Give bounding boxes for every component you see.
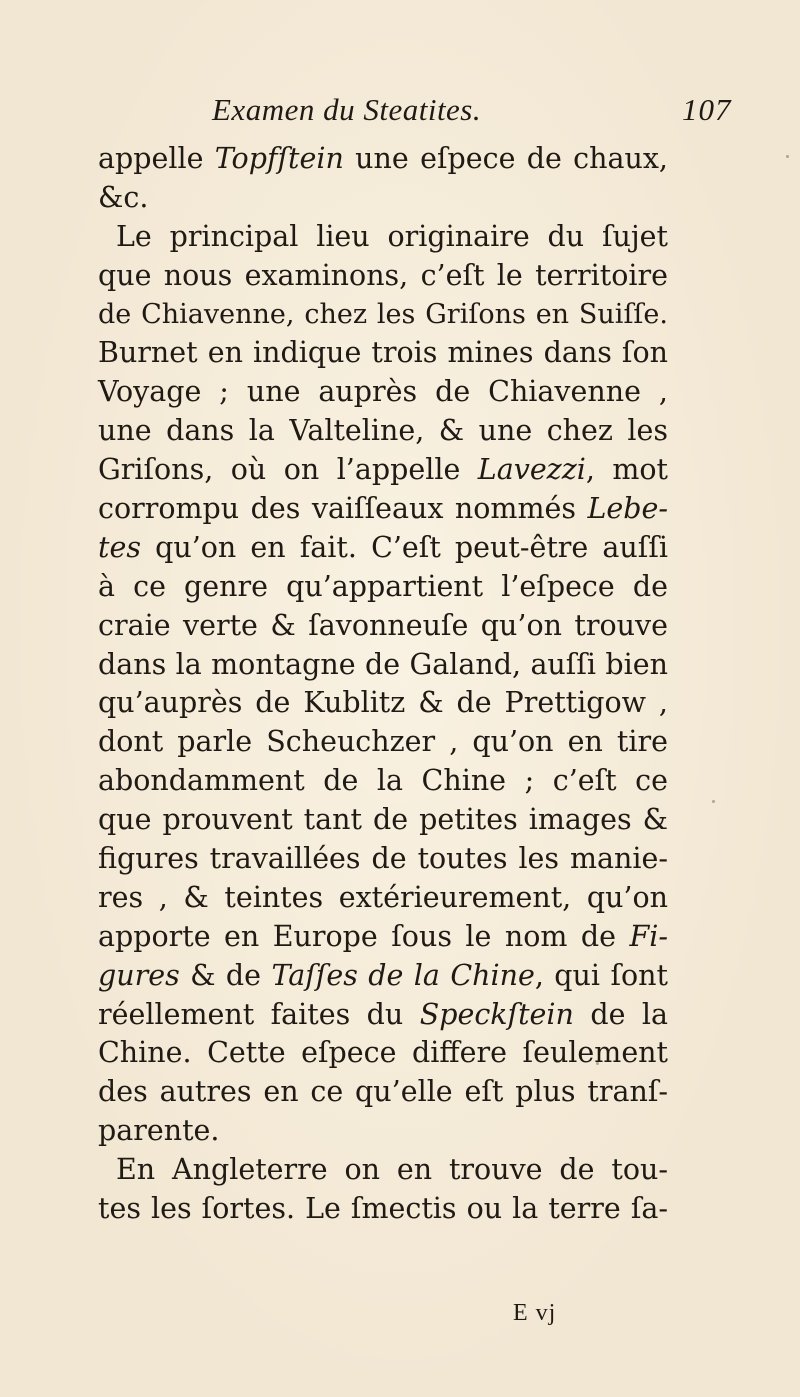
text-line xyxy=(98,684,668,723)
italic-text: Topfſtein xyxy=(214,142,344,175)
text-run: &c. xyxy=(98,180,149,214)
text-line xyxy=(98,412,668,451)
italic-text: tes xyxy=(98,530,141,564)
text-run: qu’on en fait. C’eſt peut-être auſſi xyxy=(140,530,668,564)
text-line xyxy=(98,296,668,335)
paper-speck xyxy=(596,1062,599,1065)
text-run: apporte en Europe ſous le nom de xyxy=(98,919,630,953)
text-line xyxy=(98,257,668,296)
italic-text: gures xyxy=(98,958,180,992)
page-number: 107 xyxy=(682,92,732,127)
italic-text: Lebe- xyxy=(587,492,668,526)
text-line xyxy=(98,646,668,685)
running-title: Examen du Steatites. xyxy=(212,92,482,127)
text-line xyxy=(98,1112,668,1151)
text-run: Chine. Cette eſpece differe ſeulement xyxy=(98,1036,668,1070)
text-line xyxy=(98,1151,668,1190)
italic-text: Fi- xyxy=(629,919,668,953)
text-run: dans la montagne de Galand, auſſi bien xyxy=(98,647,668,681)
text-line xyxy=(98,373,668,412)
text-run: Burnet en indique trois mines dans ſon xyxy=(98,336,668,370)
paper-speck xyxy=(786,155,789,158)
text-line xyxy=(98,918,668,957)
text-run: En Angleterre on en trouve de tou- xyxy=(116,1153,668,1187)
text-run: figures travaillées de toutes les manie- xyxy=(98,842,668,876)
text-run: , mot xyxy=(585,453,668,487)
text-run: que nous examinons, c’eſt le territoire xyxy=(98,258,668,292)
text-line xyxy=(98,1073,668,1112)
text-line xyxy=(98,140,668,179)
text-run: craie verte & ſavonneuſe qu’on trouve xyxy=(98,608,668,642)
text-run: parente. xyxy=(98,1114,220,1148)
text-line xyxy=(98,1034,668,1073)
text-run: corrompu des vaiſſeaux nommés xyxy=(98,492,588,526)
text-line xyxy=(98,334,668,373)
text-line xyxy=(98,607,668,646)
text-line xyxy=(98,490,668,529)
text-line xyxy=(98,529,668,568)
text-line xyxy=(98,762,668,801)
text-run: Le principal lieu originaire du ſujet xyxy=(116,219,668,253)
text-line xyxy=(98,179,668,218)
text-line xyxy=(98,879,668,918)
body-text xyxy=(98,140,668,1229)
text-run: que prouvent tant de petites images & xyxy=(98,803,668,837)
italic-text: Speckſtein xyxy=(419,997,574,1031)
paper-speck xyxy=(712,800,715,803)
text-run: & de xyxy=(179,958,272,992)
text-run: res , & teintes extérieurement, qu’on xyxy=(98,880,668,914)
page-header xyxy=(212,92,732,132)
text-run: de la xyxy=(573,997,669,1031)
text-run: qu’auprès de Kublitz & de Prettigow , xyxy=(98,686,668,720)
text-run: une eſpece de chaux, xyxy=(343,142,668,175)
text-run: Voyage ; une auprès de Chiavenne , xyxy=(98,375,668,409)
text-run: Griſons, où on l’appelle xyxy=(98,453,478,487)
text-run: tes les ſortes. Le ſmectis ou la terre ſa- xyxy=(98,1192,668,1226)
italic-text: Lavezzi xyxy=(477,453,586,487)
text-line xyxy=(98,451,668,490)
text-run: réellement faites du xyxy=(98,997,420,1031)
text-run: dont parle Scheuchzer , qu’on en tire xyxy=(98,725,668,759)
text-run: de Chiavenne, chez les Griſons en Suiſſe. xyxy=(98,298,668,330)
text-line xyxy=(98,723,668,762)
text-line xyxy=(98,840,668,879)
text-run: abondamment de la Chine ; c’eſt ce xyxy=(98,764,668,798)
text-line xyxy=(98,218,668,257)
text-line xyxy=(98,1190,668,1229)
text-run: , qui ſont xyxy=(534,958,668,992)
italic-text: Taſſes de la Chine xyxy=(271,958,535,992)
text-line xyxy=(98,568,668,607)
text-run: une dans la Valteline, & une chez les xyxy=(98,414,668,448)
text-line xyxy=(98,996,668,1035)
text-line xyxy=(98,801,668,840)
text-run: des autres en ce qu’elle eſt plus tranſ- xyxy=(98,1075,668,1109)
signature-mark: E vj xyxy=(513,1300,557,1326)
text-run: appelle xyxy=(98,142,215,175)
text-line xyxy=(98,957,668,996)
text-run: à ce genre qu’appartient l’eſpece de xyxy=(98,569,668,603)
